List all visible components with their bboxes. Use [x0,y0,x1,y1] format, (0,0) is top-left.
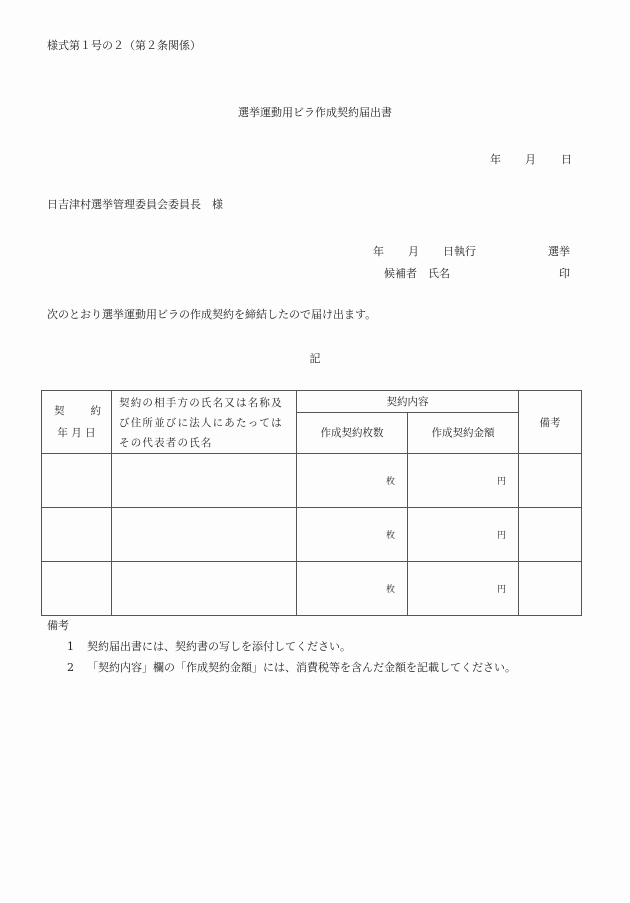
table-row [42,454,582,508]
ki-heading: 記 [309,352,321,365]
cell-date[interactable] [42,562,112,616]
header-remarks: 備考 [519,391,582,454]
note-item [67,659,516,675]
document-title: 選挙運動用ビラ作成契約届出書 [238,106,392,119]
cell-sheets[interactable]: 枚 [297,454,408,508]
cell-remarks[interactable] [519,454,582,508]
header-date-char-1: 契 [54,405,65,417]
header-amount: 作成契約金額 [408,412,519,453]
header-contract-content: 契約内容 [297,391,519,413]
election-year-label: 年 [373,245,384,258]
notes-title: 備考 [47,619,69,632]
election-month-label: 月 [408,245,419,258]
cell-party[interactable] [112,454,297,508]
cell-sheets[interactable]: 枚 [297,562,408,616]
date-year-label: 年 [490,153,501,166]
note-text: 契約届出書には、契約書の写しを添付してください。 [87,640,351,653]
cell-amount[interactable]: 円 [408,562,519,616]
cell-party[interactable] [112,562,297,616]
contract-table [41,390,582,616]
election-day-exec-label: 日執行 [443,245,476,258]
addressee: 日吉津村選挙管理委員会委員長 様 [47,198,223,211]
note-text: 「契約内容」欄の「作成契約金額」には、消費税等を含んだ金額を記載してください。 [87,661,516,674]
header-sheets: 作成契約枚数 [297,412,408,453]
cell-date[interactable] [42,454,112,508]
table-row [42,562,582,616]
cell-party[interactable] [112,508,297,562]
cell-sheets[interactable]: 枚 [297,508,408,562]
cell-remarks[interactable] [519,562,582,616]
header-contract-date [42,391,112,454]
cell-remarks[interactable] [519,508,582,562]
header-date-char-2: 約 [90,405,101,417]
candidate-name-label: 候補者 氏名 [384,267,450,280]
date-month-label: 月 [525,153,536,166]
note-number: 1 [67,640,74,653]
cell-date[interactable] [42,508,112,562]
seal-label: 印 [559,267,570,280]
date-day-label: 日 [561,153,572,166]
header-contract-party: 契約の相手方の氏名又は名称及び住所並びに法人にあたってはその代表者の氏名 [112,391,297,454]
table-row [42,508,582,562]
election-label: 選挙 [548,245,570,258]
note-item [67,638,351,654]
cell-amount[interactable]: 円 [408,508,519,562]
note-number: 2 [67,661,74,674]
form-number: 様式第１号の２（第２条関係） [47,39,201,52]
header-date-line2: 年 月 日 [57,427,96,439]
cell-amount[interactable]: 円 [408,454,519,508]
body-text: 次のとおり選挙運動用ビラの作成契約を締結したので届け出ます。 [47,308,377,321]
